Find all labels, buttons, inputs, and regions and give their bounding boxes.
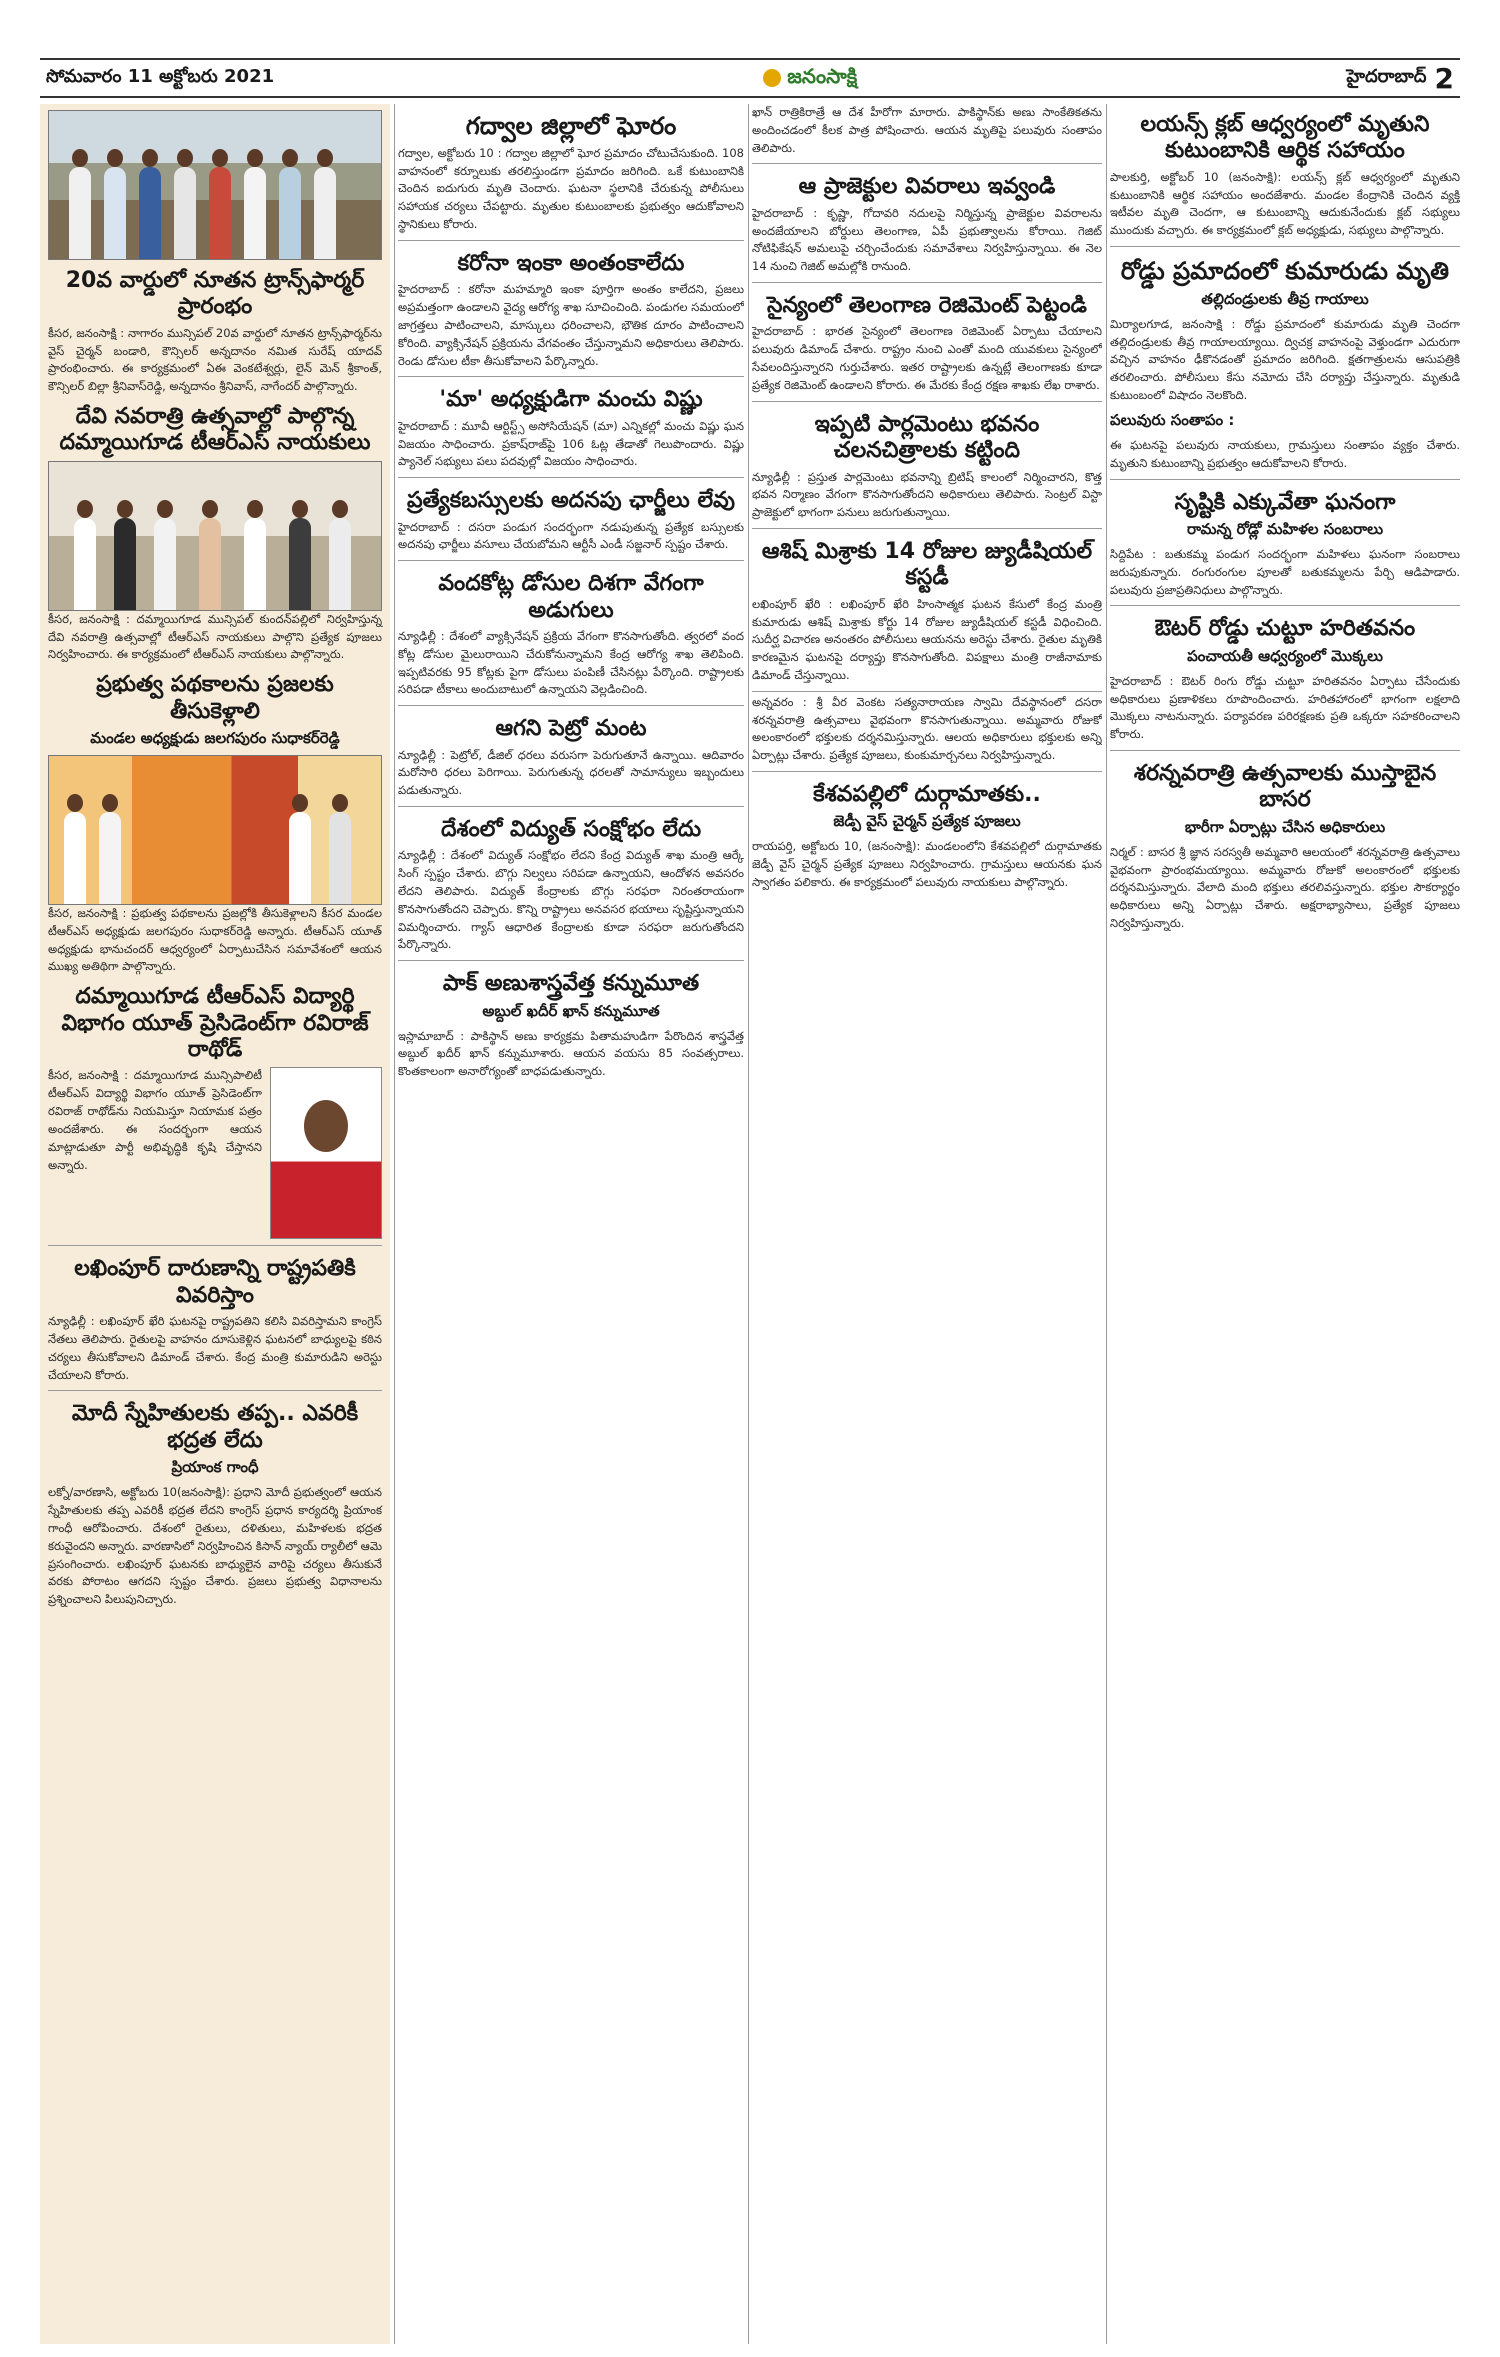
article-body: న్యూఢిల్లీ : దేశంలో వ్యాక్సినేషన్ ప్రక్రియ వేగంగా కొనసాగుతోంది. త్వరలో వంద కోట్ల డోసుల మైలురాయిని చేరుకోనున్నామని కేంద్ర ఆరోగ్య శాఖ తెలిపింది. ఇప్పటివరకు 95 కోట్లకు పైగా డోసులు పంపిణీ చేసినట్లు పేర్కొంది. రాష్ట్రాలకు సరిపడా టీకాలు అందుబాటులో ఉన్నాయని వెల్లడించింది. [398, 628, 744, 697]
article-body: గద్వాల, అక్టోబరు 10 : గద్వాల జిల్లాలో ఘోర ప్రమాదం చోటుచేసుకుంది. 108 వాహనంలో కర్నూలుకు తరలిస్తుండగా ప్రమాదం జరిగింది. ఒకే కుటుంబానికి చెందిన ఐదుగురు మృతి చెందారు. ఘటనా స్థలానికి చేరుకున్న పోలీసులు సహాయక చర్యలు చేపట్టారు. మృతుల కుటుంబాలకు ప్రభుత్వం ఆదుకోవాలని స్థానికులు కోరారు. [398, 145, 744, 232]
column-4 [1110, 104, 1460, 2344]
news-photo [48, 755, 382, 905]
headline: గద్వాల జిల్లాలో ఘోరం [465, 112, 677, 140]
column-1 [40, 104, 390, 2344]
article-body: హైదరాబాద్ : దసరా పండుగ సందర్భంగా నడుపుతున్న ప్రత్యేక బస్సులకు అదనపు ఛార్జీలు వసూలు చేయబోమని ఆర్టీసీ ఎండీ సజ్జనార్ స్పష్టం చేశారు. [398, 519, 744, 552]
article-body: న్యూఢిల్లీ : పెట్రోల్, డీజిల్ ధరలు వరుసగా పెరుగుతూనే ఉన్నాయి. ఆదివారం మరోసారి ధరలు పెరిగాయి. పెరుగుతున్న ధరలతో సామాన్యులు ఇబ్బందులు పడుతున్నారు. [398, 747, 744, 798]
headline: దేశంలో విద్యుత్ సంక్షోభం లేదు [440, 817, 702, 843]
paper-logo [763, 64, 857, 93]
subheadline: పంచాయతీ ఆధ్వర్యంలో మొక్కలు [1187, 646, 1383, 665]
headline: మోదీ స్నేహితులకు తప్ప.. ఎవరికీ భద్రత లేదు [71, 1401, 359, 1453]
article-body: ఖాన్ రాత్రికిరాత్రే ఆ దేశ హీరోగా మారారు. పాకిస్థాన్‌కు అణు సాంకేతికతను అందించడంలో కీలక పాత్ర పోషించారు. ఆయన మృతిపై పలువురు సంతాపం తెలిపారు. [752, 105, 1102, 155]
edition [1346, 62, 1460, 95]
portrait-photo [270, 1067, 382, 1239]
paper-name: జనంసాక్షి [787, 63, 858, 88]
column-3 [752, 104, 1102, 2344]
headline: ప్రభుత్వ పథకాలను ప్రజలకు తీసుకెళ్లాలి [96, 672, 334, 724]
subheadline: మండల అధ్యక్షుడు జలగపురం సుధాకర్‌రెడ్డి [90, 729, 340, 748]
headline: ప్రత్యేకబస్సులకు అదనపు ఛార్జీలు లేవు [406, 488, 735, 514]
article-body: కీసర, జనంసాక్షి : ప్రభుత్వ పథకాలను ప్రజల్లోకి తీసుకెళ్లాలని కీసర మండల టీఆర్ఎస్ అధ్యక్షుడు జలగపురం సుధాకర్‌రెడ్డి అన్నారు. టీఆర్ఎస్ యూత్ అధ్యక్షుడు భానుచందర్ ఆధ్వర్యంలో ఏర్పాటుచేసిన సమావేశంలో ఆయన ముఖ్య అతిథిగా పాల్గొన్నారు. [48, 906, 382, 974]
article-body: నిర్మల్ : బాసర శ్రీ జ్ఞాన సరస్వతీ అమ్మవారి ఆలయంలో శరన్నవరాత్రి ఉత్సవాలు వైభవంగా ప్రారంభమయ్యాయి. అమ్మవారు రోజుకో అలంకారంలో భక్తులకు దర్శనమిస్తున్నారు. వేలాది మంది భక్తులు తరలివస్తున్నారు. భక్తుల సౌకర్యార్థం అధికారులు అన్ని ఏర్పాట్లు చేశారు. అక్షరాభ్యాసాలు, ప్రత్యేక పూజలు నిర్వహిస్తున్నారు. [1110, 844, 1460, 931]
headline: కరోనా ఇంకా అంతంకాలేదు [457, 250, 685, 276]
article-body: అన్నవరం : శ్రీ వీర వెంకట సత్యనారాయణ స్వామి దేవస్థానంలో దసరా శరన్నవరాత్రి ఉత్సవాలు వైభవంగా కొనసాగుతున్నాయి. అమ్మవారు రోజుకో అలంకారంలో భక్తులకు దర్శనమిస్తున్నారు. ఆలయ అధికారులు భక్తులకు అన్ని ఏర్పాట్లు చేశారు. ప్రత్యేక పూజలు, కుంకుమార్చనలు నిర్వహిస్తున్నారు. [752, 694, 1102, 763]
article-body: ఈ ఘటనపై పలువురు నాయకులు, గ్రామస్తులు సంతాపం వ్యక్తం చేశారు. మృతుని కుటుంబాన్ని ప్రభుత్వం ఆదుకోవాలని కోరారు. [1110, 437, 1460, 470]
headline: ఆశిష్ మిశ్రాకు 14 రోజుల జ్యుడీషియల్ కస్టడీ [761, 538, 1093, 591]
headline: వందకోట్ల డోసుల దిశగా వేగంగా అడుగులు [438, 571, 704, 623]
headline: లయన్స్ క్లబ్ ఆధ్వర్యంలో మృతుని కుటుంబానికి ఆర్థిక సహాయం [1140, 112, 1430, 164]
masthead [40, 58, 1460, 98]
article-body: హైదరాబాద్ : మూవీ ఆర్టిస్ట్స్ అసోసియేషన్ (మా) ఎన్నికల్లో మంచు విష్ణు ఘన విజయం సాధించారు. ప్రకాష్‌రాజ్‌పై 106 ఓట్ల తేడాతో గెలుపొందారు. విష్ణు ప్యానెల్ సభ్యులు పలు పదవుల్లో విజయం సాధించారు. [398, 418, 744, 469]
article-body: న్యూఢిల్లీ : దేశంలో విద్యుత్ సంక్షోభం లేదని కేంద్ర విద్యుత్ శాఖ మంత్రి ఆర్కే సింగ్ స్పష్టం చేశారు. బొగ్గు నిల్వలు సరిపడా ఉన్నాయని, ఆందోళన అవసరం లేదని తెలిపారు. విద్యుత్ కేంద్రాలకు బొగ్గు సరఫరా నిరంతరాయంగా కొనసాగుతోందని చెప్పారు. కొన్ని రాష్ట్రాలు అనవసర భయాలు సృష్టిస్తున్నాయని విమర్శించారు. గ్యాస్ ఆధారిత కేంద్రాలకు కూడా సరఫరా జరుగుతోందని పేర్కొన్నారు. [398, 848, 744, 952]
article-body: రాయపర్తి, అక్టోబరు 10, (జనంసాక్షి): మండలంలోని కేశవపల్లిలో దుర్గామాతకు జెడ్పీ వైస్ చైర్మన్ ప్రత్యేక పూజలు నిర్వహించారు. గ్రామస్తులు ఆయనకు ఘన స్వాగతం పలికారు. ఈ కార్యక్రమంలో పలువురు నాయకులు పాల్గొన్నారు. [752, 839, 1102, 890]
section-label: పలువురు సంతాపం : [1110, 410, 1235, 429]
article-body: లఖింపూర్ ఖేరి : లఖింపూర్ ఖేరి హింసాత్మక ఘటన కేసులో కేంద్ర మంత్రి కుమారుడు ఆశిష్ మిశ్రాకు కోర్టు 14 రోజుల జ్యుడీషియల్ కస్టడీ విధించింది. సుదీర్ఘ విచారణ అనంతరం పోలీసులు ఆయనను అరెస్టు చేశారు. రైతుల మృతికి కారణమైన ఘటనపై దర్యాప్తు కొనసాగుతోంది. విపక్షాలు మంత్రి రాజీనామాకు డిమాండ్ చేస్తున్నాయి. [752, 596, 1102, 682]
column-divider [1106, 104, 1107, 2344]
article-body: కీసర, జనంసాక్షి : దమ్మాయిగూడ మున్సిపాలిటీ టీఆర్ఎస్ విద్యార్థి విభాగం యూత్ ప్రెసిడెంట్‌గా రవిరాజ్ రాథోడ్‌ను నియమిస్తూ నియామక పత్రం అందజేశారు. ఈ సందర్భంగా ఆయన మాట్లాడుతూ పార్టీ అభివృద్ధికి కృషి చేస్తానని అన్నారు. [48, 1068, 262, 1172]
article-body: హైదరాబాద్ : ఔటర్ రింగు రోడ్డు చుట్టూ హరితవనం ఏర్పాటు చేసేందుకు అధికారులు ప్రణాళికలు రూపొందించారు. హరితహారంలో భాగంగా లక్షలాది మొక్కలు నాటనున్నారు. పర్యావరణ పరిరక్షణకు ప్రతి ఒక్కరూ సహకరించాలని కోరారు. [1110, 673, 1460, 742]
headline: ఆ ప్రాజెక్టుల వివరాలు ఇవ్వండి [798, 174, 1056, 200]
page-number: 2 [1434, 61, 1454, 95]
article-body: ఇస్లామాబాద్ : పాకిస్థాన్ అణు కార్యక్రమ పితామహుడిగా పేరొందిన శాస్త్రవేత్త అబ్దుల్ ఖదీర్ ఖాన్ కన్నుమూశారు. ఆయన వయసు 85 సంవత్సరాలు. కొంతకాలంగా అనారోగ్యంతో బాధపడుతున్నారు. [398, 1028, 744, 1079]
headline: దేవి నవరాత్రి ఉత్సవాల్లో పాల్గొన్న దమ్మాయిగూడ టీఆర్ఎస్ నాయకులు [59, 404, 371, 456]
article-body: హైదరాబాద్ : కృష్ణా, గోదావరి నదులపై నిర్మిస్తున్న ప్రాజెక్టుల వివరాలను అందజేయాలని బోర్డులు తెలంగాణ, ఏపీ ప్రభుత్వాలను కోరాయి. గెజిట్ నోటిఫికేషన్ అమలుపై చర్చించేందుకు సమావేశాలు నిర్వహిస్తున్నాయి. ఈ నెల 14 నుంచి గెజిట్ అమల్లోకి రానుంది. [752, 205, 1102, 274]
subheadline: జెడ్పీ వైస్ చైర్మన్ ప్రత్యేక పూజలు [833, 812, 1021, 831]
headline: పాక్ అణుశాస్త్రవేత్త కన్నుమూత [442, 971, 700, 997]
headline: 'మా' అధ్యక్షుడిగా మంచు విష్ణు [439, 387, 703, 413]
subheadline: రామన్న రోడ్లో మహిళల సంబరాలు [1186, 519, 1384, 538]
headline: రోడ్డు ప్రమాదంలో కుమారుడు మృతి [1120, 257, 1450, 286]
article-body: హైదరాబాద్ : కరోనా మహమ్మారి ఇంకా పూర్తిగా అంతం కాలేదని, ప్రజలు అప్రమత్తంగా ఉండాలని వైద్య ఆరోగ్య శాఖ సూచించింది. పండుగల సమయంలో జాగ్రత్తలు పాటించాలని, మాస్కులు ధరించాలని, భౌతిక దూరం పాటించాలని కోరింది. వ్యాక్సినేషన్ ప్రక్రియను వేగవంతం చేస్తున్నామని అధికారులు తెలిపారు. రెండు డోసుల టీకా తీసుకోవాలని పేర్కొన్నారు. [398, 282, 744, 368]
article-body: సిద్దిపేట : బతుకమ్మ పండుగ సందర్భంగా మహిళలు ఘనంగా సంబరాలు జరుపుకున్నారు. రంగురంగుల పూలతో బతుకమ్మలను పేర్చి ఆడిపాడారు. పలువురు ప్రజాప్రతినిధులు పాల్గొన్నారు. [1110, 546, 1460, 597]
news-photo [48, 110, 382, 260]
headline: ఔటర్ రోడ్డు చుట్టూ హరితవనం [1154, 616, 1416, 642]
article-body: కీసర, జనంసాక్షి : నాగారం మున్సిపల్ 20వ వార్డులో నూతన ట్రాన్స్‌ఫార్మర్‌ను వైస్ చైర్మన్ బండారి, కౌన్సిలర్ అన్నదానం నమిత సురేష్ యాదవ్ ప్రారంభించారు. ఈ కార్యక్రమంలో ఏఈ వెంకటేశ్వర్లు, లైన్ మెన్ శ్రీకాంత్, కౌన్సిలర్ బిల్లా శ్రీనివాస్‌రెడ్డి, అన్నదానం శ్రీనివాస్, నాగేందర్ పాల్గొన్నారు. [48, 325, 382, 394]
headline: 20వ వార్డులో నూతన ట్రాన్స్‌ఫార్మర్ ప్రారంభం [65, 268, 365, 320]
article-body: పాలకుర్తి, అక్టోబర్ 10 (జనంసాక్షి): లయన్స్ క్లబ్ ఆధ్వర్యంలో మృతుని కుటుంబానికి ఆర్థిక సహాయం అందజేశారు. మండల కేంద్రానికి చెందిన వ్యక్తి ఇటీవల మృతి చెందగా, ఆ కుటుంబాన్ని ఆదుకునేందుకు క్లబ్ సభ్యులు ముందుకు వచ్చారు. ఈ కార్యక్రమంలో క్లబ్ అధ్యక్షుడు, సభ్యులు పాల్గొన్నారు. [1110, 169, 1460, 238]
column-divider [394, 104, 395, 2344]
article-body: న్యూఢిల్లీ : ప్రస్తుత పార్లమెంటు భవనాన్ని బ్రిటిష్ కాలంలో నిర్మించారని, కొత్త భవన నిర్మాణం వేగంగా కొనసాగుతోందని అధికారులు తెలిపారు. సెంట్రల్ విస్టా ప్రాజెక్టులో భాగంగా పనులు జరుగుతున్నాయి. [752, 469, 1102, 520]
headline: ఇప్పటి పార్లమెంటు భవనం చలనచిత్రాలకు కట్టింది [814, 411, 1040, 464]
headline: దమ్మాయిగూడ టీఆర్ఎస్ విద్యార్థి విభాగం యూత్ ప్రెసిడెంట్‌గా రవిరాజ్ రాథోడ్ [61, 984, 369, 1063]
article-body: కీసర, జనంసాక్షి : దమ్మాయిగూడ మున్సిపల్ కుందన్‌పల్లిలో నిర్వహిస్తున్న దేవి నవరాత్రి ఉత్సవాల్లో టీఆర్ఎస్ నాయకులు పాల్గొని ప్రత్యేక పూజలు నిర్వహించారు. ఈ కార్యక్రమంలో టీఆర్ఎస్ నాయకులు పాల్గొన్నారు. [48, 611, 382, 662]
column-2 [398, 104, 744, 2344]
news-photo [48, 461, 382, 611]
headline: సైన్యంలో తెలంగాణ రెజిమెంట్ పెట్టండి [767, 293, 1087, 319]
headline: సృష్టికి ఎక్కువేతా ఘనంగా [1174, 489, 1396, 515]
article-body: హైదరాబాద్ : భారత సైన్యంలో తెలంగాణ రెజిమెంట్ ఏర్పాటు చేయాలని పలువురు డిమాండ్ చేశారు. రాష్ట్రం నుంచి ఎంతో మంది యువకులు సైన్యంలో సేవలందిస్తున్నారని గుర్తుచేశారు. ఇతర రాష్ట్రాలకు ఉన్నట్లే తెలంగాణకు కూడా ప్రత్యేక రెజిమెంట్ ఉండాలని కోరారు. ఈ మేరకు కేంద్ర రక్షణ శాఖకు లేఖ రాశారు. [752, 324, 1102, 392]
subheadline: అబ్దుల్ ఖదీర్ ఖాన్ కన్నుమూత [482, 1001, 660, 1020]
article-body: న్యూఢిల్లీ : లఖింపూర్ ఖేరి ఘటనపై రాష్ట్రపతిని కలిసి వివరిస్తామని కాంగ్రెస్ నేతలు తెలిపారు. రైతులపై వాహనం దూసుకెళ్లిన ఘటనలో బాధ్యులపై కఠిన చర్యలు తీసుకోవాలని డిమాండ్ చేశారు. కేంద్ర మంత్రి కుమారుడిని అరెస్టు చేయాలని కోరారు. [48, 1314, 382, 1382]
subheadline: ప్రియాంక గాంధీ [171, 1458, 259, 1477]
headline: కేశవపల్లిలో దుర్గామాతకు.. [813, 782, 1041, 808]
article-body: లక్నో/వారణాసి, అక్టోబరు 10(జనంసాక్షి): ప్రధాని మోదీ ప్రభుత్వంలో ఆయన స్నేహితులకు తప్ప ఎవరికీ భద్రత లేదని కాంగ్రెస్ ప్రధాన కార్యదర్శి ప్రియాంక గాంధీ ఆరోపించారు. దేశంలో రైతులు, దళితులు, మహిళలకు భద్రత కరువైందని అన్నారు. వారణాసిలో నిర్వహించిన కిసాన్ న్యాయ్ ర్యాలీలో ఆమె ప్రసంగించారు. లఖింపూర్ ఘటనకు బాధ్యులైన వారిపై చర్యలు తీసుకునే వరకు పోరాటం ఆగదని స్పష్టం చేశారు. ప్రజలు ప్రభుత్వ విధానాలను ప్రశ్నించాలని పిలుపునిచ్చారు. [48, 1485, 383, 1607]
article-with-portrait [48, 1067, 382, 1239]
headline: ఆగని పెట్రో మంట [495, 716, 647, 742]
sun-icon [763, 69, 781, 87]
subheadline: తల్లిదండ్రులకు తీవ్ర గాయాలు [1201, 289, 1369, 308]
column-divider [748, 104, 749, 2344]
headline: లఖింపూర్ దారుణాన్ని రాష్ట్రపతికి వివరిస్తాం [74, 1256, 356, 1308]
edition-city: హైదరాబాద్ [1346, 65, 1427, 87]
issue-date: సోమవారం 11 అక్టోబరు 2021 [46, 65, 275, 87]
article-body: మిర్యాలగూడ, జనంసాక్షి : రోడ్డు ప్రమాదంలో కుమారుడు మృతి చెందగా తల్లిదండ్రులకు తీవ్ర గాయాలయ్యాయి. ద్విచక్ర వాహనంపై వెళ్తుండగా ఎదురుగా వచ్చిన వాహనం ఢీకొనడంతో ప్రమాదం జరిగింది. క్షతగాత్రులను ఆసుపత్రికి తరలించారు. పోలీసులు కేసు నమోదు చేసి దర్యాప్తు చేస్తున్నారు. మృతుడి కుటుంబంలో విషాదం నెలకొంది. [1110, 316, 1460, 403]
headline: శరన్నవరాత్రి ఉత్సవాలకు ముస్తాబైన బాసర [1133, 760, 1437, 813]
subheadline: భారీగా ఏర్పాట్లు చేసిన అధికారులు [1184, 817, 1386, 836]
